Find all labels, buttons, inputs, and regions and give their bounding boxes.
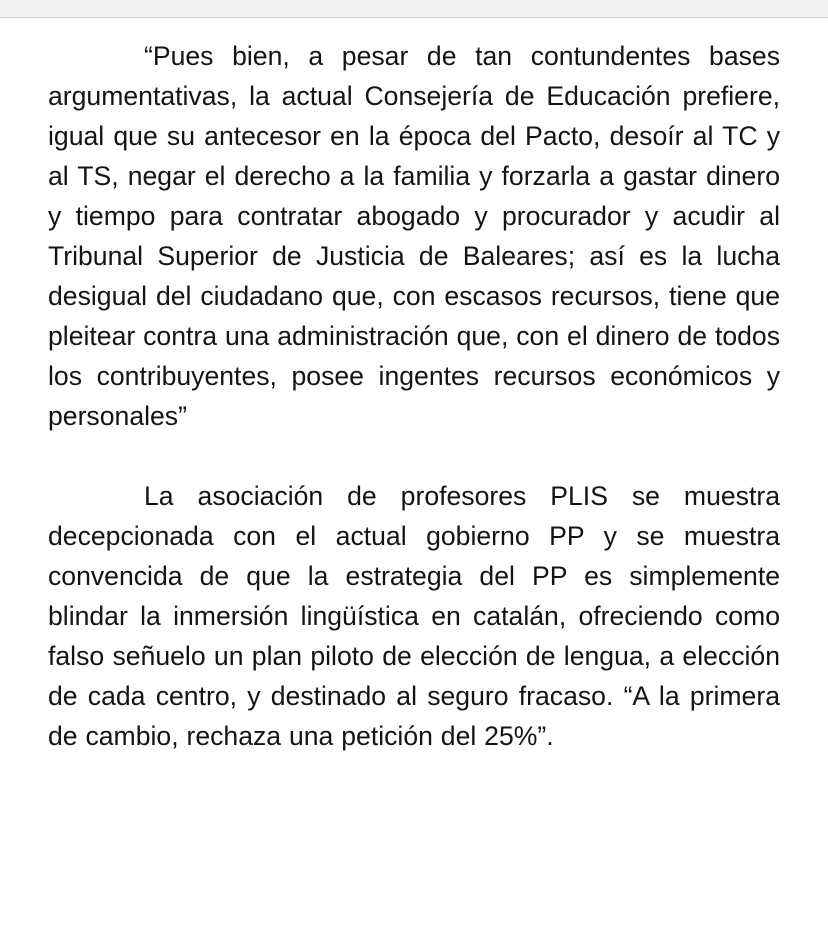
plis-paragraph: La asociación de profesores PLIS se muestra decepcionada con el actual gobierno PP y se muestra convencida de que la estrategia del PP es simplemente blindar la inmersión lingüística en catalán, ofreciendo como falso señuelo un plan piloto de elección de lengua, a elección de cada centro, y destinado al seguro fracaso. “A la primera de cambio, rechaza una petición del 25%”. [48,481,780,751]
document-page [48,36,780,756]
quote-paragraph: “Pues bien, a pesar de tan contundentes bases argumentativas, la actual Consejería de Educación prefiere, igual que su antecesor en la época del Pacto, desoír al TC y al TS, negar el derecho a la familia y forzarla a gastar dinero y tiempo para contratar abogado y procurador y acudir al Tribunal Superior de Justicia de Baleares; así es la lucha desigual del ciudadano que, con escasos recursos, tiene que pleitear contra una administración que, con el dinero de todos los contribuyentes, posee ingentes recursos económicos y personales” [48,41,780,431]
top-toolbar-strip [0,0,828,18]
